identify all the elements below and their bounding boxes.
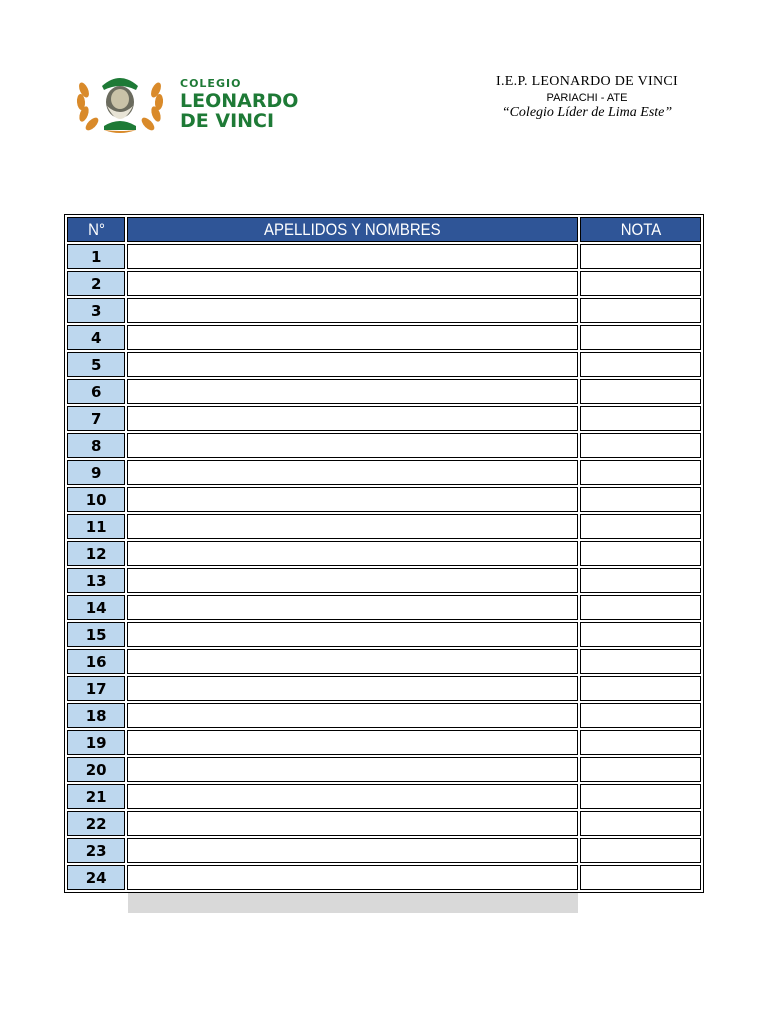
student-name-cell[interactable]	[127, 622, 578, 647]
table-row	[67, 757, 701, 782]
grade-cell[interactable]	[580, 352, 701, 377]
column-header-number: N°	[67, 217, 125, 242]
student-name-cell[interactable]	[127, 325, 578, 350]
row-number: 6	[67, 379, 125, 404]
table-row	[67, 406, 701, 431]
grade-cell[interactable]	[580, 541, 701, 566]
grade-cell[interactable]	[580, 703, 701, 728]
grade-cell[interactable]	[580, 406, 701, 431]
grade-cell[interactable]	[580, 811, 701, 836]
table-row	[67, 784, 701, 809]
table-row	[67, 676, 701, 701]
row-number: 1	[67, 244, 125, 269]
row-number: 17	[67, 676, 125, 701]
grade-cell[interactable]	[580, 487, 701, 512]
table-row	[67, 811, 701, 836]
row-number: 10	[67, 487, 125, 512]
grade-cell[interactable]	[580, 568, 701, 593]
table-row	[67, 703, 701, 728]
student-name-cell[interactable]	[127, 406, 578, 431]
school-motto: “Colegio Líder de Lima Este”	[501, 105, 673, 120]
row-number: 12	[67, 541, 125, 566]
row-number: 7	[67, 406, 125, 431]
table-row	[67, 568, 701, 593]
grade-cell[interactable]	[580, 865, 701, 890]
student-name-cell[interactable]	[127, 433, 578, 458]
table-row	[67, 514, 701, 539]
row-number: 13	[67, 568, 125, 593]
row-number: 4	[67, 325, 125, 350]
row-number: 5	[67, 352, 125, 377]
grade-cell[interactable]	[580, 271, 701, 296]
student-name-cell[interactable]	[127, 676, 578, 701]
table-row	[67, 271, 701, 296]
grade-cell[interactable]	[580, 595, 701, 620]
grade-cell[interactable]	[580, 379, 701, 404]
row-number: 2	[67, 271, 125, 296]
row-number: 21	[67, 784, 125, 809]
table-row	[67, 622, 701, 647]
student-roster-table	[64, 214, 704, 893]
row-number: 14	[67, 595, 125, 620]
student-name-cell[interactable]	[127, 730, 578, 755]
table-header-row	[67, 217, 701, 242]
grade-cell[interactable]	[580, 676, 701, 701]
table-row	[67, 352, 701, 377]
student-name-cell[interactable]	[127, 460, 578, 485]
student-name-cell[interactable]	[127, 865, 578, 890]
school-logo	[74, 68, 324, 134]
student-name-cell[interactable]	[127, 838, 578, 863]
column-header-names: APELLIDOS Y NOMBRES	[127, 217, 578, 242]
table-row	[67, 244, 701, 269]
logo-line-2: DE VINCI	[180, 110, 275, 132]
student-name-cell[interactable]	[127, 514, 578, 539]
student-name-cell[interactable]	[127, 244, 578, 269]
table-row	[67, 298, 701, 323]
grade-cell[interactable]	[580, 730, 701, 755]
table-row	[67, 460, 701, 485]
student-name-cell[interactable]	[127, 784, 578, 809]
table-row	[67, 433, 701, 458]
logo-small-text: COLEGIO	[180, 77, 242, 90]
row-number: 24	[67, 865, 125, 890]
table-row	[67, 649, 701, 674]
student-name-cell[interactable]	[127, 757, 578, 782]
row-number: 9	[67, 460, 125, 485]
column-header-grade: NOTA	[580, 217, 701, 242]
row-number: 11	[67, 514, 125, 539]
student-name-cell[interactable]	[127, 298, 578, 323]
student-name-cell[interactable]	[127, 595, 578, 620]
roster-body	[67, 244, 701, 890]
grade-cell[interactable]	[580, 757, 701, 782]
laurel-portrait-emblem-icon	[74, 68, 166, 134]
row-number: 22	[67, 811, 125, 836]
student-name-cell[interactable]	[127, 811, 578, 836]
student-name-cell[interactable]	[127, 352, 578, 377]
school-name: I.E.P. LEONARDO DE VINCI	[496, 74, 678, 89]
table-row	[67, 325, 701, 350]
school-info	[460, 74, 714, 121]
row-number: 8	[67, 433, 125, 458]
grade-cell[interactable]	[580, 460, 701, 485]
footer-gray-bar	[128, 893, 578, 913]
row-number: 16	[67, 649, 125, 674]
table-row	[67, 487, 701, 512]
table-row	[67, 541, 701, 566]
table-row	[67, 595, 701, 620]
row-number: 19	[67, 730, 125, 755]
student-name-cell[interactable]	[127, 379, 578, 404]
row-number: 15	[67, 622, 125, 647]
student-name-cell[interactable]	[127, 703, 578, 728]
school-location: PARIACHI - ATE	[546, 92, 628, 104]
grade-cell[interactable]	[580, 622, 701, 647]
table-row	[67, 379, 701, 404]
grade-cell[interactable]	[580, 433, 701, 458]
table-row	[67, 838, 701, 863]
grade-cell[interactable]	[580, 784, 701, 809]
grade-cell[interactable]	[580, 838, 701, 863]
grade-cell[interactable]	[580, 649, 701, 674]
student-name-cell[interactable]	[127, 649, 578, 674]
student-name-cell[interactable]	[127, 568, 578, 593]
row-number: 3	[67, 298, 125, 323]
row-number: 20	[67, 757, 125, 782]
table-row	[67, 730, 701, 755]
grade-cell[interactable]	[580, 514, 701, 539]
table-row	[67, 865, 701, 890]
logo-line-1: LEONARDO	[180, 90, 299, 112]
grade-cell[interactable]	[580, 298, 701, 323]
grade-cell[interactable]	[580, 244, 701, 269]
row-number: 18	[67, 703, 125, 728]
grade-cell[interactable]	[580, 325, 701, 350]
student-name-cell[interactable]	[127, 271, 578, 296]
logo-wordmark	[180, 78, 298, 131]
student-name-cell[interactable]	[127, 487, 578, 512]
student-name-cell[interactable]	[127, 541, 578, 566]
row-number: 23	[67, 838, 125, 863]
